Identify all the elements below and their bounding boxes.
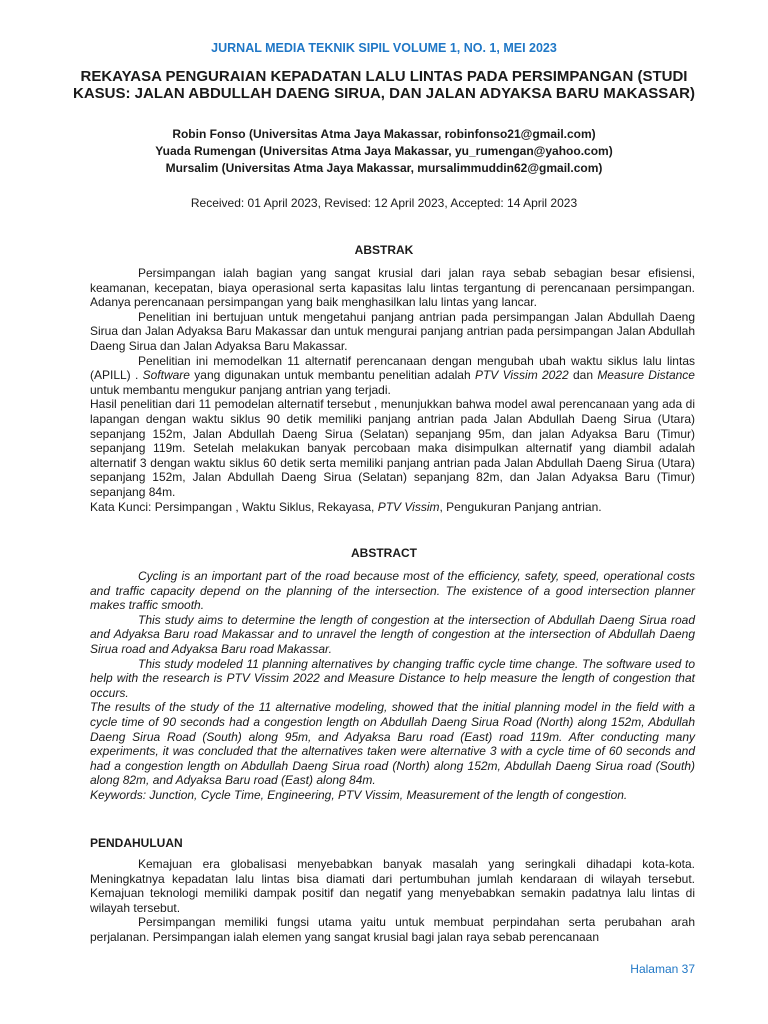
author-line: Yuada Rumengan (Universitas Atma Jaya Makassar, yu_rumengan@yahoo.com) <box>155 144 613 158</box>
text-run: , Pengukuran Panjang antrian. <box>439 500 602 514</box>
abstract-paragraph: This study modeled 11 planning alternatives by changing traffic cycle time change. The software used to help with the research is PTV Vissim 2022 and Measure Distance to help measure the length of congestion that occurs. <box>90 656 695 700</box>
abstract-heading: ABSTRACT <box>351 546 417 560</box>
keywords: Keywords: Junction, Cycle Time, Engineering, PTV Vissim, Measurement of the length of congestion. <box>90 788 628 802</box>
text-run: Measure Distance <box>597 368 695 383</box>
received-dates: Received: 01 April 2023, Revised: 12 April 2023, Accepted: 14 April 2023 <box>190 196 578 210</box>
text-run: Penelitian ini memodelkan 11 alternatif perencanaan dengan mengubah ubah waktu siklus lalu lintas (APILL) . <box>90 353 695 383</box>
abstrak-paragraph <box>90 354 695 398</box>
text-run: PTV Vissim <box>377 500 440 514</box>
paper-title: REKAYASA PENGURAIAN KEPADATAN LALU LINTAS PADA PERSIMPANGAN (STUDI KASUS: JALAN ABDULLAH DAENG SIRUA, DAN JALAN ADYAKSA BARU MAKASSAR) <box>73 68 695 102</box>
text-run: Software <box>142 368 190 383</box>
text-run: dan <box>568 368 598 383</box>
text-run: untuk membantu mengukur panjang antrian yang terjadi. <box>90 382 391 397</box>
kata-kunci <box>90 500 695 514</box>
author-line: Mursalim (Universitas Atma Jaya Makassar, mursalimmuddin62@gmail.com) <box>165 161 603 175</box>
text-run: Kata Kunci: Persimpangan , Waktu Siklus, Rekayasa, <box>90 500 378 514</box>
text-run: yang digunakan untuk membantu penelitian adalah <box>189 368 475 383</box>
abstrak-paragraph: Penelitian ini bertujuan untuk mengetahui panjang antrian pada persimpangan Jalan Abdullah Daeng Sirua dan Jalan Adyaksa Baru Makassar dan untuk mengurai panjang antrian pada persimpangan Jalan Abdullah Daeng Sirua dan Jalan Adyaksa Baru Makassar. <box>90 309 695 353</box>
abstract-body <box>90 569 695 788</box>
abstrak-paragraph: Hasil penelitian dari 11 pemodelan alternatif tersebut , menunjukkan bahwa model awal perencanaan yang ada di lapangan dengan waktu siklus 90 detik memiliki panjang antrian pada Jalan Abdullah Daeng Sirua (Utara) sepanjang 152m, Jalan Abdullah Daeng Sirua (Selatan) sepanjang 95m, dan jalan Adyaksa Baru (Timur) sepanjang 119m. Setelah melakukan banyak percobaan maka disimpulkan alternatif yang diambil adalah alternatif 3 dengan waktu siklus 60 detik serta memiliki panjang antrian pada Jalan Abdullah Daeng Sirua (Utara) sepanjang 152m, Jalan Abdullah Daeng Sirua (Selatan) sepanjang 82m, dan Jalan Adyaksa Baru (Timur) sepanjang 84m. <box>90 397 695 499</box>
journal-header: JURNAL MEDIA TEKNIK SIPIL VOLUME 1, NO. 1, MEI 2023 <box>211 41 557 55</box>
author-line: Robin Fonso (Universitas Atma Jaya Makassar, robinfonso21@gmail.com) <box>172 127 596 141</box>
abstract-paragraph: Cycling is an important part of the road because most of the efficiency, safety, speed, operational costs and traffic capacity depend on the planning of the intersection. The existence of a good intersection planner makes traffic smooth. <box>90 569 695 613</box>
body-paragraph: Persimpangan memiliki fungsi utama yaitu untuk membuat perpindahan serta perubahan arah perjalanan. Persimpangan ialah elemen yang sangat krusial bagi jalan raya sebab perencanaan <box>90 915 695 944</box>
author-list <box>60 126 708 177</box>
abstrak-body <box>90 266 695 500</box>
body-paragraph: Kemajuan era globalisasi menyebabkan banyak masalah yang seringkali dihadapi kota-kota. Meningkatnya kepadatan lalu lintas bisa diamati dari pertumbuhan jumlah kendaraan di wilayah tersebut. Kemajuan teknologi memiliki dampak positif dan negatif yang menyebabkan semakin padatnya lalu lintas di wilayah tersebut. <box>90 857 695 915</box>
pendahuluan-body <box>90 857 695 945</box>
pendahuluan-heading: PENDAHULUAN <box>90 836 183 850</box>
text-run: PTV Vissim 2022 <box>474 368 569 383</box>
abstrak-paragraph: Persimpangan ialah bagian yang sangat krusial dari jalan raya sebab sebagian besar efisiensi, keamanan, kecepatan, biaya operasional serta kapasitas lalu lintas tergantung di perencanaan persimpangan. Adanya perencanaan persimpangan yang baik menghasilkan lalu lintas yang lancar. <box>90 266 695 310</box>
abstrak-heading: ABSTRAK <box>354 243 414 257</box>
abstract-paragraph: This study aims to determine the length of congestion at the intersection of Abdullah Daeng Sirua road and Adyaksa Baru road Makassar and to unravel the length of congestion at the intersection of Abdullah Daeng Sirua road and Adyaksa Baru road Makassar. <box>90 612 695 656</box>
abstract-paragraph: The results of the study of the 11 alternative modeling, showed that the initial planning model in the field with a cycle time of 90 seconds had a congestion length on Abdullah Daeng Sirua Road (North) along 152m, Abdullah Daeng Sirua Road (South) along 95m, and Adyaksa Baru road (East) road 119m. After conducting many experiments, it was concluded that the alternatives taken were alternative 3 with a cycle time of 60 seconds and had a congestion length on Abdullah Daeng Sirua road (North) along 152m, Abdullah Daeng Sirua road (South) along 82m, and Adyaksa Baru road (East) along 84m. <box>90 700 695 788</box>
page-number: Halaman 37 <box>630 962 695 976</box>
